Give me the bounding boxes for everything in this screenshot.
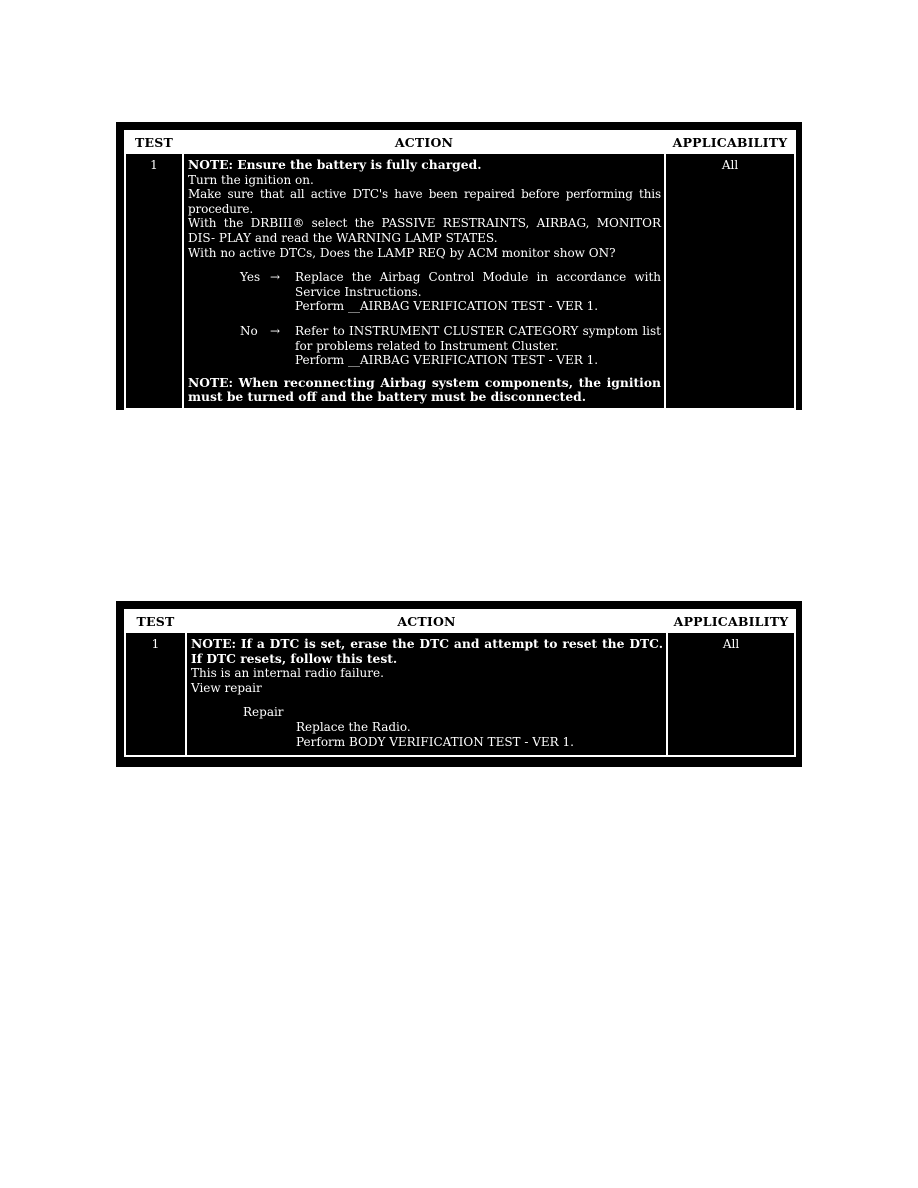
right-arrow-icon: → [270, 323, 281, 338]
right-arrow-icon: → [270, 270, 281, 285]
action-line: Make sure that all active DTC's have been repaired before performing this procedure. [188, 187, 661, 216]
header-action: ACTION [186, 610, 667, 632]
table-row [125, 153, 795, 409]
header-applicability: APPLICABILITY [667, 610, 795, 632]
header-action: ACTION [183, 131, 665, 153]
answer-no-perform: Perform __AIRBAG VERIFICATION TEST - VER 1. [295, 353, 599, 368]
note-top: NOTE: If a DTC is set, erase the DTC and attempt to reset the DTC. If DTC resets, follow this test. [191, 636, 663, 666]
answer-yes-label: Yes [240, 270, 261, 285]
applicability: All [667, 632, 795, 756]
test-number: 1 [125, 632, 186, 756]
repair-label: Repair [243, 705, 284, 720]
repair-step: Replace the Radio. [296, 719, 411, 734]
test-table [124, 130, 796, 410]
test-table [124, 609, 796, 757]
answer-no [188, 324, 661, 368]
header-test: TEST [125, 610, 186, 632]
note-bottom: NOTE: When reconnecting Airbag system components, the ignition must be turned off and the battery must be disconnected. [188, 374, 661, 405]
table-row [125, 632, 795, 756]
diagnostic-table-2 [116, 601, 802, 767]
diagnostic-table-1 [116, 122, 802, 410]
action-cell [186, 632, 667, 756]
applicability: All [665, 153, 795, 409]
answer-yes-text: Replace the Airbag Control Module in accordance with Service Instructions. [295, 270, 661, 299]
header-test: TEST [125, 131, 183, 153]
note-top: NOTE: Ensure the battery is fully charged. [188, 157, 482, 172]
repair-step: Perform BODY VERIFICATION TEST - VER 1. [296, 734, 574, 749]
test-number: 1 [125, 153, 183, 409]
answer-yes-perform: Perform __AIRBAG VERIFICATION TEST - VER 1. [295, 299, 599, 314]
action-line: With no active DTCs, Does the LAMP REQ by ACM monitor show ON? [188, 245, 616, 260]
action-line: This is an internal radio failure. [191, 666, 384, 681]
view-repair-line: View repair [191, 680, 262, 695]
answer-no-text: Refer to INSTRUMENT CLUSTER CATEGORY symptom list for problems related to Instrument Cluster. [295, 323, 661, 353]
header-row [125, 610, 795, 632]
answer-yes [188, 270, 661, 314]
answer-no-label: No [240, 323, 258, 338]
action-cell [183, 153, 665, 409]
header-applicability: APPLICABILITY [665, 131, 795, 153]
action-line: With the DRBIII® select the PASSIVE RESTRAINTS, AIRBAG, MONITOR DIS- PLAY and read the WARNING LAMP STATES. [188, 216, 661, 245]
header-row [125, 131, 795, 153]
action-line: Turn the ignition on. [188, 172, 314, 187]
